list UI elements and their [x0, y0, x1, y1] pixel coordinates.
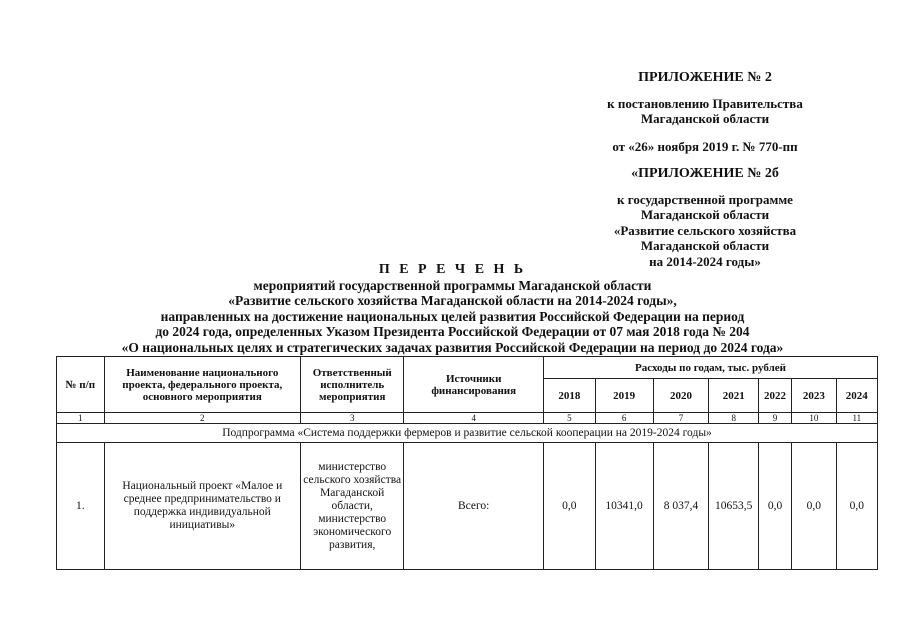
- appendix-line: Магаданской области: [640, 238, 770, 253]
- header-executor: Ответственный исполнитель мероприятия: [301, 357, 404, 413]
- table-row: [57, 443, 878, 570]
- column-number: 6: [595, 413, 653, 424]
- header-year: 2018: [543, 379, 595, 413]
- heading-line: «Развитие сельского хозяйства Магаданской области на 2014-2024 годы»,: [228, 293, 677, 308]
- row-value: 10341,0: [595, 443, 653, 570]
- row-value: 0,0: [836, 443, 877, 570]
- header-sources: Источники финансирования: [404, 357, 544, 413]
- column-number: 2: [104, 413, 300, 424]
- document-heading: [40, 262, 865, 355]
- appendix-title-2: «ПРИЛОЖЕНИЕ № 2б: [631, 166, 779, 181]
- column-number: 8: [709, 413, 759, 424]
- row-value: 8 037,4: [653, 443, 709, 570]
- header-year: 2019: [595, 379, 653, 413]
- row-source: Всего:: [404, 443, 544, 570]
- row-executor: министерство сельского хозяйства Магаданской области, министерство экономического развития,: [301, 443, 404, 570]
- row-name: Национальный проект «Малое и среднее предпринимательство и поддержка индивидуальной инициативы»: [104, 443, 300, 570]
- row-num: 1.: [57, 443, 105, 570]
- appendix-line: к постановлению Правительства: [607, 95, 803, 111]
- row-value: 0,0: [792, 443, 836, 570]
- heading-line: «О национальных целях и стратегических задачах развития Российской Федерации на период до 2024 года»: [121, 339, 784, 355]
- appendix-block: [560, 70, 850, 269]
- row-value: 0,0: [543, 443, 595, 570]
- column-number: 11: [836, 413, 877, 424]
- header-expenses: Расходы по годам, тыс. рублей: [543, 357, 877, 379]
- column-number: 7: [653, 413, 709, 424]
- appendix-line: Магаданской области: [640, 207, 770, 222]
- heading-line: направленных на достижение национальных целей развития Российской Федерации на период: [160, 308, 745, 324]
- header-year: 2020: [653, 379, 709, 413]
- appendix-line: «Развитие сельского хозяйства: [613, 222, 797, 238]
- heading-line: до 2024 года, определенных Указом Президента Российской Федерации от 07 мая 2018 года № 204: [155, 324, 750, 339]
- header-num: № п/п: [57, 357, 105, 413]
- heading-title: П Е Р Е Ч Е Н Ь: [378, 262, 527, 277]
- appendix-line: Магаданской области: [640, 111, 770, 126]
- column-number: 3: [301, 413, 404, 424]
- measures-table: [56, 356, 878, 570]
- column-number: 9: [759, 413, 792, 424]
- column-number: 4: [404, 413, 544, 424]
- column-number-row: [57, 413, 878, 424]
- header-name: Наименование национального проекта, федерального проекта, основного мероприятия: [104, 357, 300, 413]
- row-value: 10653,5: [709, 443, 759, 570]
- appendix-line: к государственной программе: [617, 191, 793, 207]
- column-number: 5: [543, 413, 595, 424]
- header-year: 2021: [709, 379, 759, 413]
- heading-line: мероприятий государственной программы Магаданской области: [253, 277, 652, 293]
- column-number: 1: [57, 413, 105, 424]
- appendix-line: от «26» ноября 2019 г. № 770-пп: [612, 138, 798, 154]
- row-value: 0,0: [759, 443, 792, 570]
- subprogram-title: Подпрограмма «Система поддержки фермеров и развитие сельской кооперации на 2019-2024 годы»: [57, 424, 878, 443]
- header-year: 2023: [792, 379, 836, 413]
- appendix-title: ПРИЛОЖЕНИЕ № 2: [638, 70, 772, 85]
- subprogram-row: [57, 424, 878, 443]
- appendix-line: на 2014-2024 годы»: [649, 253, 761, 269]
- header-year: 2024: [836, 379, 877, 413]
- column-number: 10: [792, 413, 836, 424]
- header-year: 2022: [759, 379, 792, 413]
